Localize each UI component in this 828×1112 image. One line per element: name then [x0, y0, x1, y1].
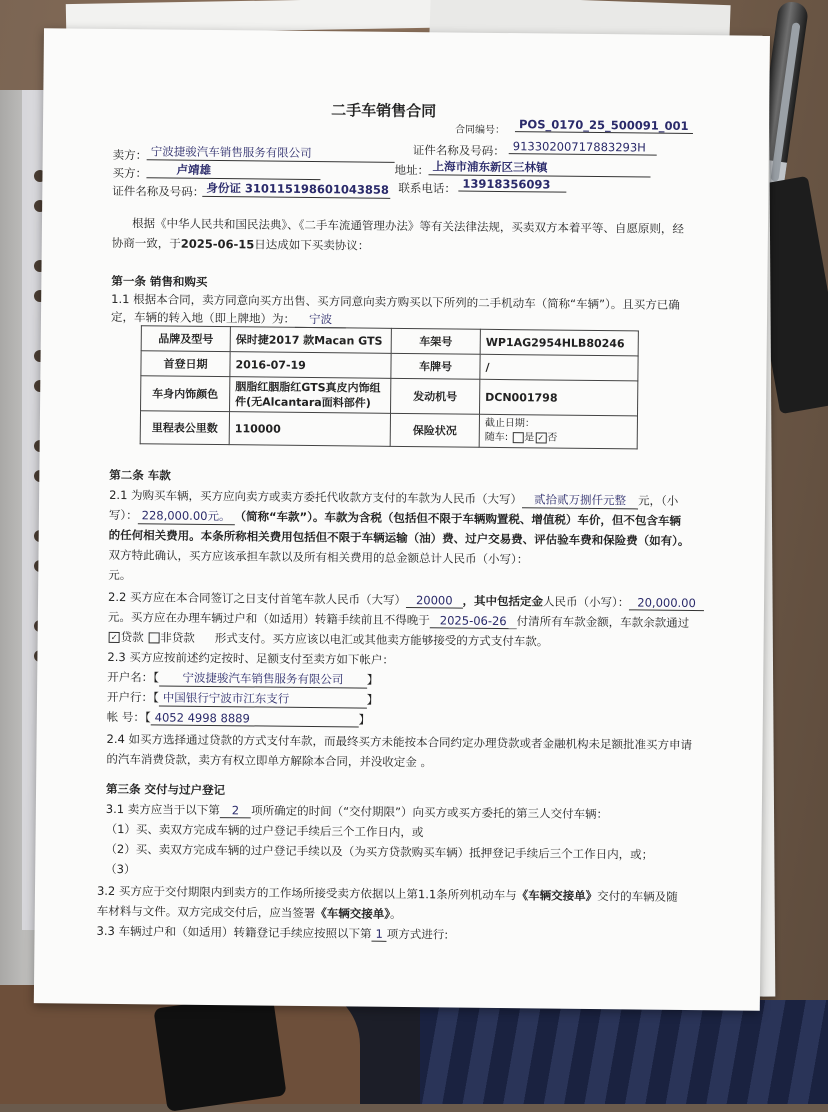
- vin-value: WP1AG2954HLB80246: [480, 329, 638, 356]
- account-no: 4052 4998 8889: [151, 710, 359, 727]
- seller-name: 宁波捷骏汽车销售服务有限公司: [147, 143, 395, 163]
- article-2-title: 第二条 车款: [109, 467, 171, 483]
- contract-no-label: 合同编号：: [454, 124, 506, 137]
- insurance-value: 截止日期： 随车: 是 ✓ 否: [479, 414, 637, 449]
- clause-1-1: 1.1 根据本合同，卖方同意向买方出售、买方同意向卖方购买以下所列的二手机动车（简称“车辆”）。且买方已确: [111, 291, 680, 312]
- buyer-name: 卢靖雄: [146, 161, 320, 180]
- delivery-item: 2: [220, 803, 251, 818]
- buyer-cert-label: 证件名称及号码：: [112, 183, 205, 199]
- brand-label: 品牌及型号: [141, 326, 230, 352]
- account-bank: 中国银行宁波市江东支行: [159, 689, 367, 708]
- article-1-title: 第一条 销售和购买: [111, 273, 208, 289]
- clause-2-1-cont: 写）： 228,000.00元。 （简称“车款”）。车款为含税（包括但不限于车辆购置税、增值税）车价，但不包含车辆: [108, 507, 681, 528]
- phone-label: 联系电话：: [398, 180, 456, 196]
- clause-2-1-cont: 双方特此确认，买方应该承担车款以及所有相关费用的总金额总计人民币（小写）：: [108, 547, 529, 567]
- clause-2-4-cont: 的汽车消费贷款，卖方有权立即单方解除本合同，并没收定金 。: [106, 751, 433, 770]
- account-name: 宁波捷骏汽车销售服务有限公司: [159, 669, 367, 688]
- clause-2-1-cont: 元。: [108, 567, 132, 583]
- first-payment-upper: 20000: [406, 593, 463, 609]
- clause-3-1-option: （1）买、卖双方完成车辆的过户登记手续后三个工作日内，或: [105, 821, 424, 840]
- insurance-no-checkbox[interactable]: ✓: [535, 432, 546, 443]
- clause-2-3: 2.3 买方应按前述约定按时、足额支付至卖方如下帐户：: [107, 649, 394, 667]
- vin-label: 车架号: [391, 328, 480, 354]
- article-3-title: 第三条 交付与过户登记: [105, 781, 226, 798]
- plate-value: /: [480, 354, 638, 381]
- color-value: 胭脂红胭脂红GTS真皮内饰组 件(无Alcantara面料部件): [230, 377, 391, 414]
- insurance-yes-checkbox[interactable]: [512, 432, 523, 443]
- brand-value: 保时捷2017 款Macan GTS: [230, 327, 391, 354]
- address-label: 地址：: [394, 162, 430, 178]
- intro-line: 根据《中华人民共和国民法典》、《二手车流通管理办法》等有关法律法规，买卖双方本着平等、自愿原则，经: [131, 216, 685, 236]
- engine-label: 发动机号: [391, 378, 480, 414]
- color-label: 车身内饰颜色: [141, 376, 230, 412]
- shirt-sleeve: [420, 1000, 828, 1104]
- price-lower: 228,000.00元。: [138, 507, 235, 525]
- clause-3-1: 3.1 卖方应当于以下第 2 项所确定的时间（“交付期限”）向买方或买方委托的第三人交付车辆：: [105, 801, 609, 822]
- mileage-value: 110000: [229, 412, 390, 447]
- contract-no: POS_0170_25_500091_001: [515, 117, 693, 134]
- phone: 13918356093: [458, 177, 566, 193]
- clause-3-2: 3.2 买方应于交付期限内到卖方的工作场所接受卖方依据以上第1.1条所列机动车与《车辆交接单》交付的车辆及随: [96, 883, 678, 904]
- clause-2-1-cont: 的任何相关费用。本条所称相关费用包括但不限于车辆运输（油）费、过户交易费、评估验车费和保险费（如有）。: [108, 527, 690, 548]
- nonloan-checkbox[interactable]: [148, 632, 159, 643]
- seller-cert-label: 证件名称及号码：: [412, 143, 505, 159]
- buyer-cert: 身份证 310115198601043858: [202, 180, 390, 199]
- engine-value: DCN001798: [480, 379, 638, 416]
- clause-2-4: 2.4 如买方选择通过贷款的方式支付车款，而最终买方未能按本合同约定办理贷款或者金融机构未足额批准买方申请: [106, 731, 693, 753]
- clause-3-1-option: （2）买、卖双方完成车辆的过户登记手续以及（为买方贷款购买车辆）抵押登记手续后三个工作日内，或；: [105, 841, 654, 862]
- mileage-label: 里程表公里数: [140, 411, 229, 445]
- watch: [153, 992, 286, 1112]
- insurance-label: 保险状况: [390, 413, 479, 447]
- contract-page: [34, 28, 770, 1011]
- first-reg-label: 首登日期: [141, 351, 230, 377]
- vehicle-table: [140, 325, 639, 449]
- clause-2-2-cont: 元。买方应在办理车辆过户和（如适用）转籍手续前且不得晚于 2025-06-26 付清所有车款金额，车款余款通过: [107, 609, 690, 630]
- seller-label: 卖方：: [112, 147, 148, 163]
- page-title: 二手车销售合同: [331, 101, 437, 121]
- payment-deadline: 2025-06-26: [430, 613, 517, 629]
- seller-cert: 91330200717883293H: [509, 139, 657, 156]
- clause-2-2: 2.2 买方应在本合同签订之日支付首笔车款人民币（大写） 20000 ，其中包括定金人民币（小写）： 20,000.00: [108, 589, 704, 611]
- clause-3-3: 3.3 车辆过户和（如适用）转籍登记手续应按照以下第 1 项方式进行:: [96, 923, 449, 942]
- transfer-item: 1: [371, 927, 386, 942]
- clause-2-2-cont: ✓ 贷款 非贷款 形式支付。买方应该以电汇或其他卖方能够接受的方式支付车款。: [108, 629, 549, 650]
- clause-1-1-cont: 定，车辆的转入地（即上牌地）为： 宁波: [111, 309, 346, 328]
- clause-2-1: 2.1 为购买车辆，买方应向卖方或卖方委托代收款方支付的车款为人民币（大写） 贰拾贰万捌仟元整 元，（小: [109, 487, 679, 508]
- clause-3-1-option: （3）: [105, 861, 136, 877]
- plate-label: 车牌号: [391, 353, 480, 379]
- price-upper: 贰拾贰万捌仟元整: [522, 491, 638, 509]
- first-payment-lower: 20,000.00: [629, 595, 704, 611]
- first-reg-value: 2016-07-19: [230, 352, 391, 379]
- account-name-row: 开户名：【 宁波捷骏汽车销售服务有限公司 】: [107, 669, 379, 687]
- account-bank-row: 开户行：【 中国银行宁波市江东支行 】: [106, 689, 379, 707]
- account-no-row: 帐 号：【 4052 4998 8889 】: [106, 709, 371, 727]
- loan-checkbox[interactable]: ✓: [109, 632, 120, 643]
- intro-line: 协商一致，于2025-06-15日达成如下买卖协议：: [111, 235, 370, 253]
- buyer-label: 买方：: [112, 165, 148, 181]
- clause-3-2-cont: 车材料与文件。双方完成交付后，应当签署《车辆交接单》。: [96, 903, 402, 921]
- transfer-place: 宁波: [295, 311, 346, 329]
- address: 上海市浦东新区三林镇: [429, 158, 651, 177]
